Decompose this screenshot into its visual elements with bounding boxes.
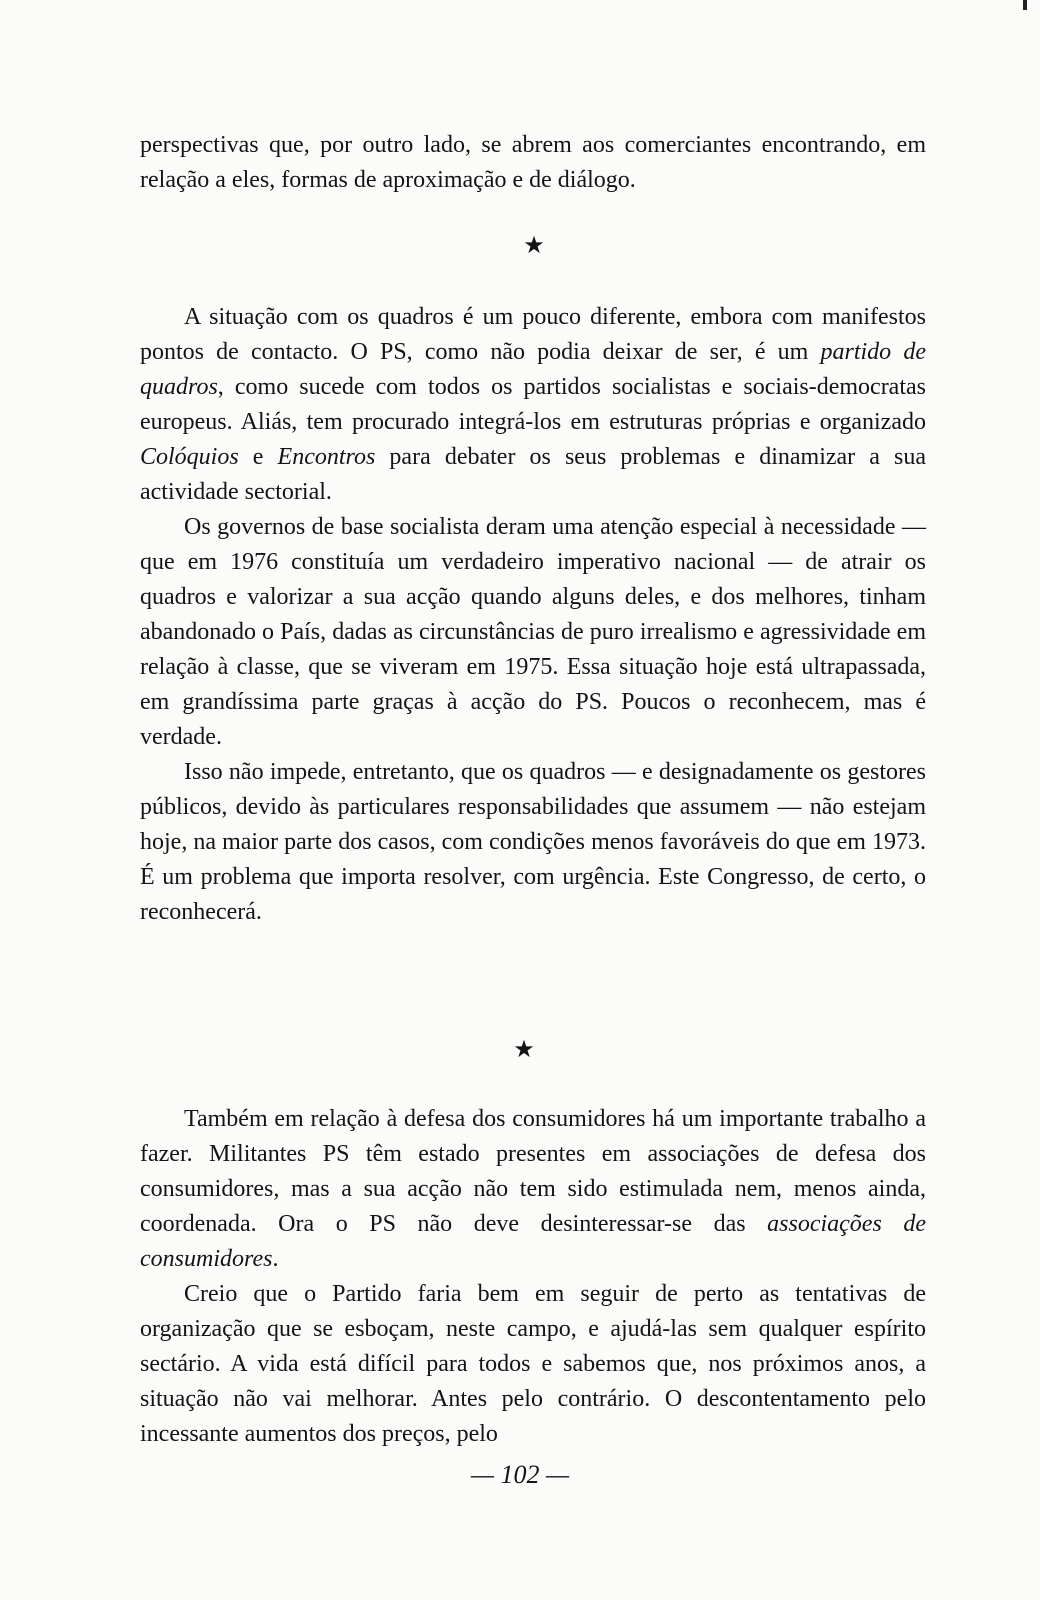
paragraph: Também em relação à defesa dos consumidores há um importante trabalho a fazer. Militantes PS têm estado presentes em associações de defesa dos consumidores, mas a sua acção não tem sido estimulada nem, menos ainda, coordenada. Ora o PS não deve desinteressar-se das associações de consumidores. [140,1106,926,1272]
scan-mark [1023,0,1027,10]
section-3 [140,1102,926,1452]
section-divider-star-1: ★ [523,233,545,259]
page-number: — 102 — [470,1460,570,1489]
italic-term: associações de consumidores [140,1211,926,1272]
paragraph: perspectivas que, por outro lado, se abrem aos comerciantes encontrando, em relação a eles, formas de aproximação e de diálogo. [140,132,926,193]
paragraph: Os governos de base socialista deram uma atenção especial à necessidade — que em 1976 constituía um verdadeiro imperativo nacional — de atrair os quadros e valorizar a sua acção quando alguns deles, e dos melhores, tinham abandonado o País, dadas as circunstâncias de puro irrealismo e agressividade em relação à classe, que se viveram em 1975. Essa situação hoje está ultrapassada, em grandíssima parte graças à acção do PS. Poucos o reconhecem, mas é verdade. [140,514,926,750]
italic-term: Encontros [277,444,376,470]
italic-term: partido de quadros [140,339,927,400]
paragraph: Creio que o Partido faria bem em seguir de perto as tentativas de organização que se esboçam, neste campo, e ajudá-las sem qualquer espírito sectário. A vida está difícil para todos e sabemos que, nos próximos anos, a situação não vai melhorar. Antes pelo contrário. O descontentamento pelo incessante aumentos dos preços, pelo [140,1281,926,1447]
paragraph: A situação com os quadros é um pouco diferente, embora com manifestos pontos de contacto. O PS, como não podia deixar de ser, é um partido de quadros, como sucede com todos os partidos socialistas e sociais-democratas europeus. Aliás, tem procurado integrá-los em estruturas próprias e organizado Colóquios e Encontros para debater os seus problemas e dinamizar a sua actividade sectorial. [140,304,927,505]
paragraph: Isso não impede, entretanto, que os quadros — e designadamente os gestores públicos, devido às particulares responsabilidades que assumem — não estejam hoje, na maior parte dos casos, com condições menos favoráveis do que em 1973. É um problema que importa resolver, com urgência. Este Congresso, de certo, o reconhecerá. [140,759,926,925]
section-1 [140,128,926,198]
section-divider-star-2: ★ [513,1037,535,1063]
italic-term: Colóquios [140,444,239,470]
section-2 [140,300,926,930]
